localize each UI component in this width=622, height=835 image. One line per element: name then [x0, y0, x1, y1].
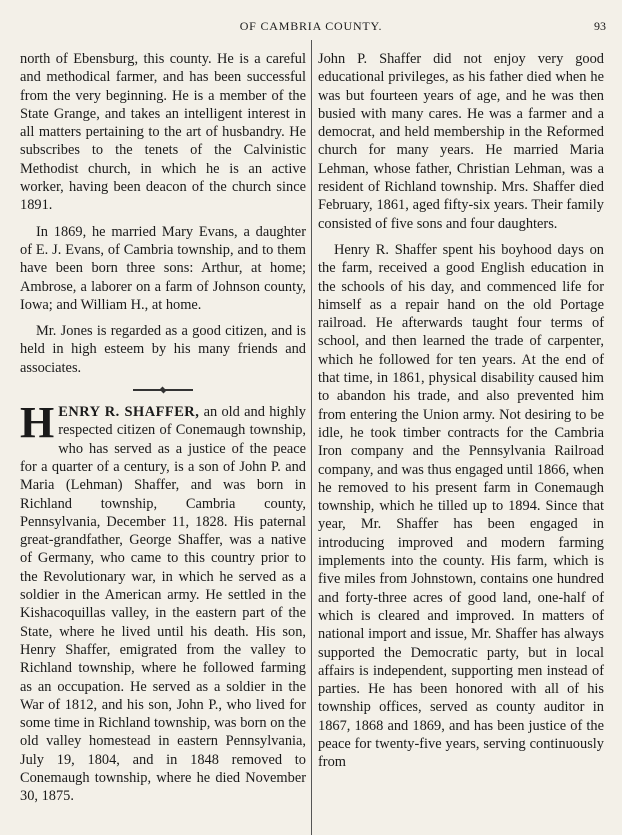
paragraph-jones-esteem: Mr. Jones is regarded as a good citizen, and is held in high esteem by his many friends and associates. — [20, 323, 306, 376]
biography-subject-name: ENRY R. SHAFFER, — [58, 404, 200, 421]
left-column — [20, 50, 306, 806]
column-divider — [311, 40, 312, 835]
section-separator — [133, 389, 193, 391]
right-column — [318, 50, 604, 772]
drop-cap: H — [20, 398, 55, 448]
page-number: 93 — [594, 19, 606, 33]
paragraph-john-shaffer: John P. Shaffer did not enjoy very good educational privileges, as his father died when he was but fourteen years of age, and he was then busied with many cares. He was a farmer and a democrat, and held membership in the Reformed church for many years. He married Maria Lehman, whose father, Christian Lehman, was a resident of Richland township. Mrs. Shaffer died February, 1861, aged fifty-six years. Their family consisted of five sons and four daughters. — [318, 51, 604, 232]
running-title: OF CAMBRIA COUNTY. — [239, 19, 383, 33]
biography-shaffer-intro — [20, 398, 307, 806]
biography-text: an old and highly respected citizen of Conemaugh township, who has served as a justice of the peace for a quarter of a century, is a son of John P. and Maria (Lehman) Shaffer, and was born in Richland township, Cambria county, Pennsylvania, December 11, 1828. His paternal great-grandfather, George Shaffer, was a native of Germany, who came to this country prior to the Revolutionary war, in which he served as a soldier in the American army. He settled in the Kishacoquillas valley, in the eastern part of the State, where he lived until his death. His son, Henry Shaffer, emigrated from the valley to Richland township, where he followed farming as an occupation. He served as a soldier in the War of 1812, and his son, John P., who lived for some time in Richland township, was born on the old valley homestead in eastern Pennsylvania, July 19, 1804, and in 1848 removed to Conemaugh township, where he died November 30, 1875. — [20, 404, 307, 805]
paragraph-henry-shaffer-career: Henry R. Shaffer spent his boyhood days on the farm, received a good English education in the schools of his day, and commenced life for himself as a repair hand on the old Portage railroad. He afterwards taught four terms of school, and then learned the trade of carpenter, which he followed for ten years. At the end of that time, in 1861, physical disability caused him to abandon his trade, and also prevented him from entering the Union army. Not desiring to be idle, he took timber contracts for the Cambria Iron company and the Pennsylvania Railroad company, and was thus engaged until 1866, when he removed to his present farm in Conemaugh township, which he tilled up to 1894. Since that year, Mr. Shaffer has been engaged in introducing improved and modern farming implements into the county. His farm, which is five miles from Johnstown, contains one hundred and forty-three acres of good land, one-half of which is cleared and improved. In matters of national import and issue, Mr. Shaffer has always supported the Democratic party, but in local affairs is independent, supporting men instead of parties. He has been honored with all of his township offices, served as county auditor in 1867, 1868 and 1869, and has been justice of the peace for twenty-five years, serving continuously from — [318, 241, 604, 771]
paragraph-jones-farmer: north of Ebensburg, this county. He is a careful and methodical farmer, and has been successful from the very beginning. He is a member of the State Grange, and takes an intelligent interest in all matters pertaining to the art of husbandry. He subscribes to the tenets of the Calvinistic Methodist church, in which he is an active worker, having been deacon of the church since 1891. — [20, 51, 306, 214]
paragraph-jones-marriage: In 1869, he married Mary Evans, a daughter of E. J. Evans, of Cambria township, and to them have been born three sons: Arthur, at home; Ambrose, a laborer on a farm of Johnson county, Iowa; and William H., at home. — [20, 223, 306, 313]
page-header — [0, 0, 622, 40]
